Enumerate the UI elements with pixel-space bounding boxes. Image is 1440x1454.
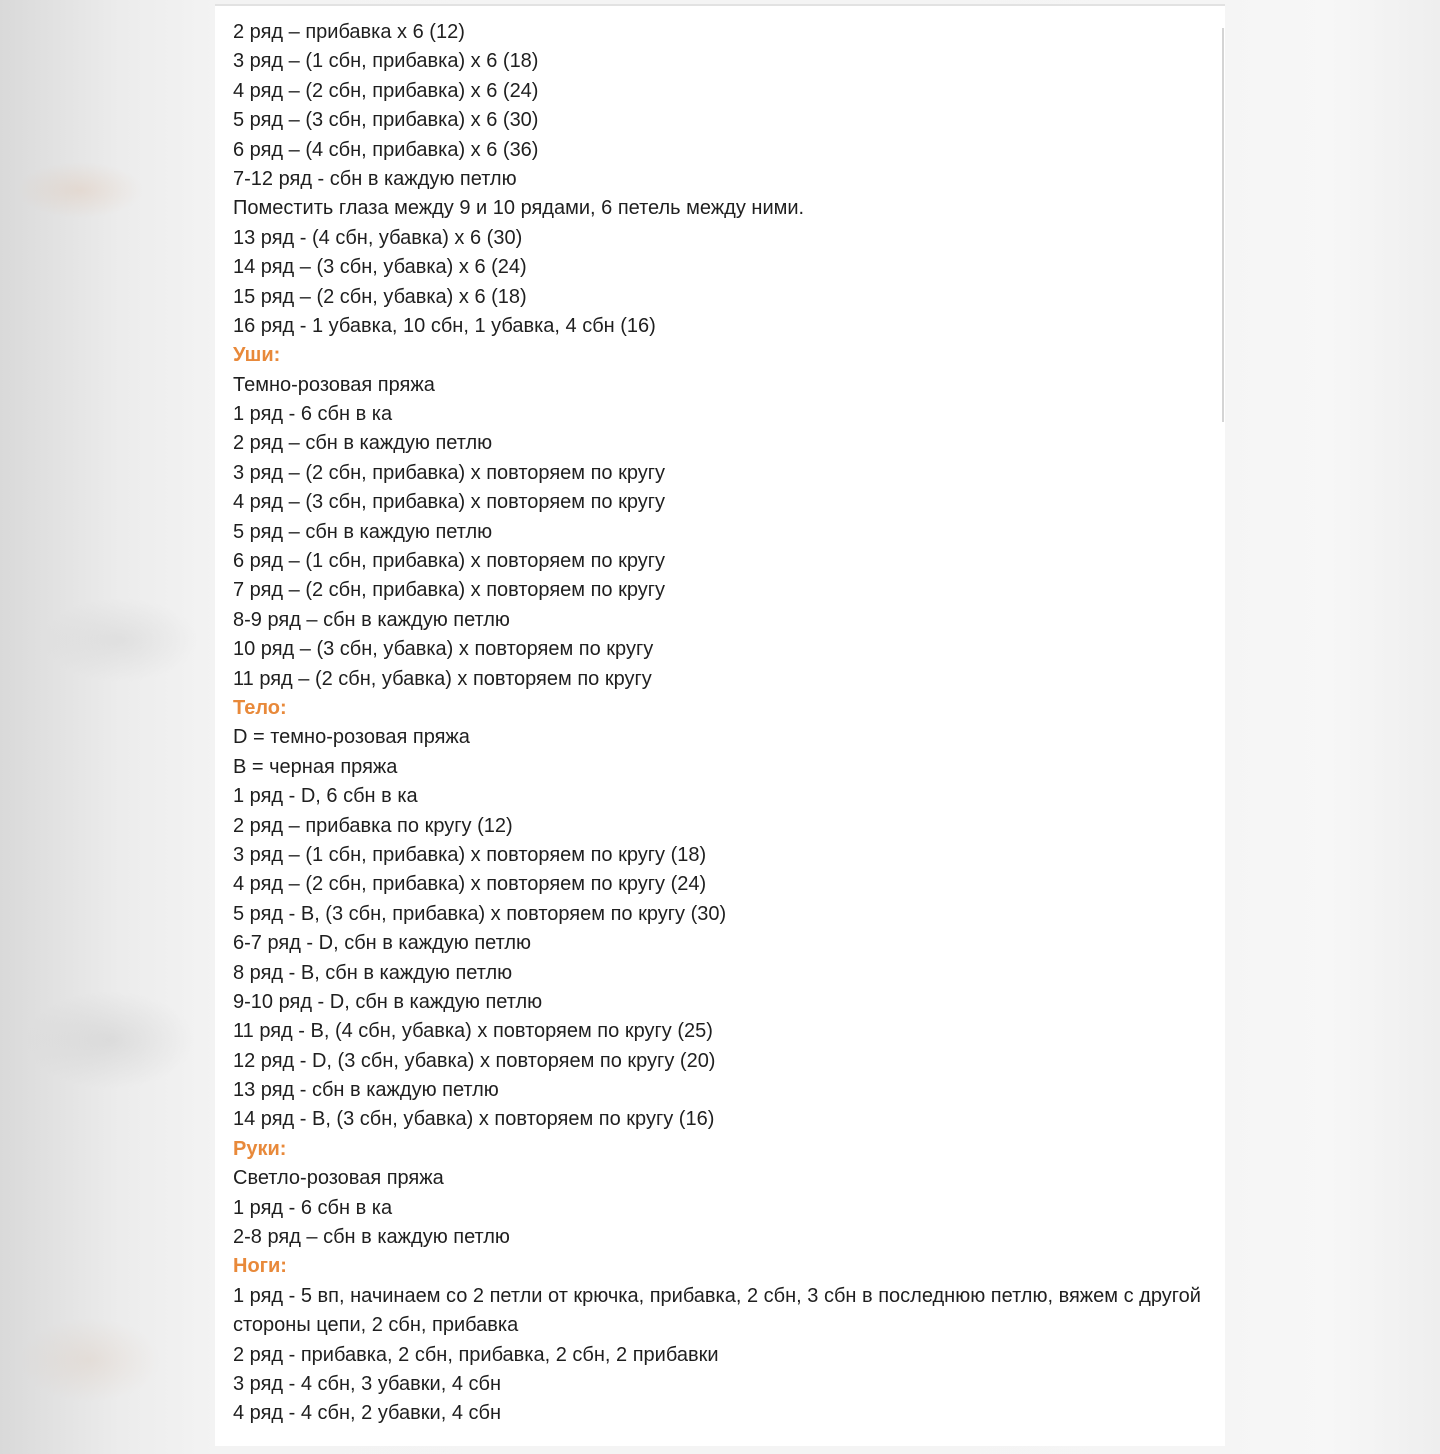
instruction-line: 3 ряд - 4 сбн, 3 убавки, 4 сбн bbox=[233, 1373, 502, 1395]
instruction-line: 5 ряд – сбн в каждую петлю bbox=[233, 520, 493, 543]
instruction-line: 11 ряд – (2 сбн, убавка) х повторяем по кругу bbox=[233, 667, 652, 690]
instruction-line: 5 ряд - B, (3 сбн, прибавка) х повторяем по кругу (30) bbox=[233, 902, 727, 925]
blurred-background-left bbox=[0, 0, 215, 1454]
instruction-line: 15 ряд – (2 сбн, убавка) х 6 (18) bbox=[233, 285, 527, 308]
instruction-line: 13 ряд - сбн в каждую петлю bbox=[233, 1079, 499, 1102]
instruction-line: 4 ряд – (3 сбн, прибавка) х повторяем по кругу bbox=[233, 491, 666, 514]
instruction-line: 1 ряд - D, 6 сбн в ка bbox=[233, 785, 418, 808]
instruction-line: Светло-розовая пряжа bbox=[233, 1167, 444, 1190]
instruction-line: 9-10 ряд - D, сбн в каждую петлю bbox=[233, 990, 543, 1013]
instruction-line: D = темно-розовая пряжа bbox=[233, 726, 470, 749]
instruction-line: 14 ряд - B, (3 сбн, убавка) х повторяем по кругу (16) bbox=[233, 1108, 715, 1131]
instruction-line: 16 ряд - 1 убавка, 10 сбн, 1 убавка, 4 сбн (16) bbox=[233, 314, 656, 337]
document-page bbox=[215, 4, 1225, 1446]
instruction-line: 6-7 ряд - D, сбн в каждую петлю bbox=[233, 932, 532, 955]
instruction-line: 10 ряд – (3 сбн, убавка) х повторяем по кругу bbox=[233, 638, 654, 661]
instruction-line: 8 ряд - B, сбн в каждую петлю bbox=[233, 961, 513, 984]
instruction-line: Поместить глаза между 9 и 10 рядами, 6 петель между ними. bbox=[233, 197, 805, 220]
instruction-line: Темно-розовая пряжа bbox=[233, 373, 435, 396]
instruction-line: 4 ряд – (2 сбн, прибавка) х 6 (24) bbox=[233, 79, 539, 102]
instruction-line: B = черная пряжа bbox=[233, 755, 398, 778]
instruction-line: 5 ряд – (3 сбн, прибавка) х 6 (30) bbox=[233, 109, 539, 132]
instruction-line: 1 ряд - 5 вп, начинаем со 2 петли от крючка, прибавка, 2 сбн, 3 сбн в последнюю петлю, вяжем с другой стороны цепи, 2 сбн, прибавка bbox=[233, 1284, 1201, 1337]
instruction-line: 8-9 ряд – сбн в каждую петлю bbox=[233, 608, 510, 631]
instruction-line: 14 ряд – (3 сбн, убавка) х 6 (24) bbox=[233, 256, 527, 279]
instruction-line: 2 ряд – сбн в каждую петлю bbox=[233, 432, 493, 455]
instruction-line: 2-8 ряд – сбн в каждую петлю bbox=[233, 1226, 510, 1249]
instruction-line: 3 ряд – (1 сбн, прибавка) х 6 (18) bbox=[233, 50, 539, 73]
instruction-line: 11 ряд - B, (4 сбн, убавка) х повторяем по кругу (25) bbox=[233, 1020, 713, 1043]
section-heading: Ноги: bbox=[233, 1255, 287, 1278]
instruction-line: 6 ряд – (1 сбн, прибавка) х повторяем по кругу bbox=[233, 550, 666, 573]
pattern-instructions bbox=[233, 18, 1223, 1429]
instruction-line: 3 ряд – (1 сбн, прибавка) х повторяем по кругу (18) bbox=[233, 843, 707, 866]
instruction-line: 3 ряд – (2 сбн, прибавка) х повторяем по кругу bbox=[233, 461, 666, 484]
instruction-line: 1 ряд - 6 сбн в ка bbox=[233, 403, 393, 426]
instruction-line: 4 ряд – (2 сбн, прибавка) х повторяем по кругу (24) bbox=[233, 873, 707, 896]
instruction-line: 7 ряд – (2 сбн, прибавка) х повторяем по кругу bbox=[233, 579, 666, 602]
instruction-line: 2 ряд - прибавка, 2 сбн, прибавка, 2 сбн, 2 прибавки bbox=[233, 1343, 719, 1366]
instruction-line: 4 ряд - 4 сбн, 2 убавки, 4 сбн bbox=[233, 1402, 502, 1425]
instruction-line: 1 ряд - 6 сбн в ка bbox=[233, 1196, 393, 1219]
instruction-line: 2 ряд – прибавка х 6 (12) bbox=[233, 21, 465, 43]
instruction-line: 12 ряд - D, (3 сбн, убавка) х повторяем по кругу (20) bbox=[233, 1049, 716, 1072]
section-heading: Тело: bbox=[233, 696, 287, 719]
section-heading: Уши: bbox=[233, 344, 281, 367]
section-heading: Руки: bbox=[233, 1137, 287, 1160]
instruction-line: 13 ряд - (4 сбн, убавка) х 6 (30) bbox=[233, 226, 523, 249]
instruction-line: 6 ряд – (4 сбн, прибавка) х 6 (36) bbox=[233, 138, 539, 161]
instruction-line: 2 ряд – прибавка по кругу (12) bbox=[233, 814, 513, 837]
instruction-line: 7-12 ряд - сбн в каждую петлю bbox=[233, 167, 517, 190]
